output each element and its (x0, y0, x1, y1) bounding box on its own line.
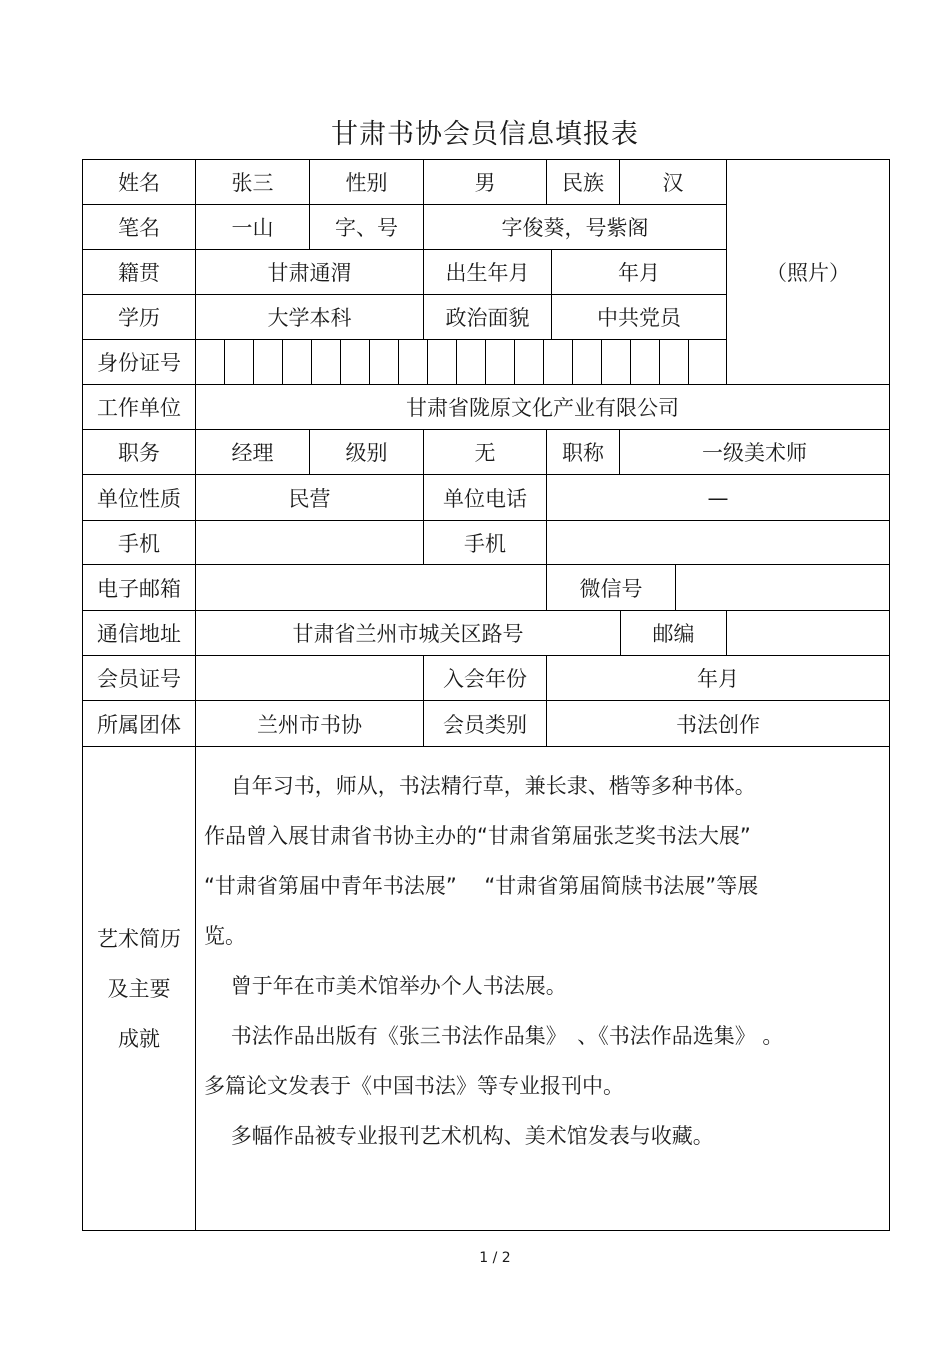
bio-label-line: 及主要 (107, 976, 171, 1001)
join-year-value[interactable]: 年月 (546, 655, 890, 701)
position-value[interactable]: 经理 (195, 429, 310, 475)
group-value[interactable]: 兰州市书协 (195, 700, 424, 747)
origin-label: 籍贯 (82, 249, 196, 295)
bio-line: “甘肃省第届中青年书法展” “甘肃省第届简牍书法展”等展 (204, 874, 759, 898)
name-value[interactable]: 张三 (195, 159, 310, 205)
id-digit-box[interactable] (456, 339, 486, 385)
member-category-value[interactable]: 书法创作 (546, 700, 890, 747)
id-digit-box[interactable] (282, 339, 312, 385)
style-name-label: 字、号 (309, 204, 424, 250)
group-label: 所属团体 (82, 700, 196, 747)
bio-line: 作品曾入展甘肃省书协主办的“甘肃省第届张芝奖书法大展” (204, 824, 751, 848)
professional-title-label: 职称 (546, 429, 620, 475)
mobile-value[interactable] (195, 520, 424, 565)
mobile-value-2[interactable] (546, 520, 890, 565)
bio-line: 览。 (204, 924, 246, 948)
bio-text-area[interactable] (195, 746, 890, 1231)
member-id-value[interactable] (195, 655, 424, 701)
education-label: 学历 (82, 294, 196, 340)
professional-title-value[interactable]: 一级美术师 (619, 429, 890, 475)
level-value[interactable]: 无 (423, 429, 547, 475)
bio-line: 曾于年在市美术馆举办个人书法展。 (204, 974, 567, 998)
id-digit-box[interactable] (369, 339, 399, 385)
member-category-label: 会员类别 (423, 700, 547, 747)
bio-label (82, 746, 196, 1231)
unit-type-value[interactable]: 民营 (195, 474, 424, 521)
political-status-value[interactable]: 中共党员 (551, 294, 727, 340)
postcode-value[interactable] (726, 610, 890, 656)
ethnicity-value[interactable]: 汉 (619, 159, 727, 205)
employer-value[interactable]: 甘肃省陇原文化产业有限公司 (195, 384, 890, 430)
unit-type-label: 单位性质 (82, 474, 196, 521)
style-name-value[interactable]: 字俊葵，号紫阁 (423, 204, 727, 250)
id-digit-box[interactable] (253, 339, 283, 385)
id-digit-box[interactable] (572, 339, 602, 385)
id-digit-box[interactable] (398, 339, 428, 385)
page-indicator: 1 / 2 (479, 1250, 511, 1266)
position-label: 职务 (82, 429, 196, 475)
ethnicity-label: 民族 (546, 159, 620, 205)
bio-line: 自年习书，师从，书法精行草，兼长隶、楷等多种书体。 (204, 774, 756, 798)
mobile-label-2: 手机 (423, 520, 547, 565)
address-label: 通信地址 (82, 610, 196, 656)
id-digit-box[interactable] (514, 339, 544, 385)
id-digit-box[interactable] (485, 339, 515, 385)
mobile-label: 手机 (82, 520, 196, 565)
id-digit-box[interactable] (224, 339, 254, 385)
pen-name-label: 笔名 (82, 204, 196, 250)
gender-value[interactable]: 男 (423, 159, 547, 205)
id-digit-box[interactable] (195, 339, 225, 385)
level-label: 级别 (309, 429, 424, 475)
member-id-label: 会员证号 (82, 655, 196, 701)
bio-line: 多篇论文发表于《中国书法》等专业报刊中。 (204, 1074, 624, 1098)
postcode-label: 邮编 (620, 610, 727, 656)
id-number-label: 身份证号 (82, 339, 196, 385)
id-digit-box[interactable] (630, 339, 660, 385)
unit-phone-value[interactable]: — (546, 474, 890, 521)
id-digit-box[interactable] (427, 339, 457, 385)
photo-placeholder[interactable]: （照片） (726, 159, 890, 385)
id-digit-box[interactable] (659, 339, 689, 385)
bio-line: 书法作品出版有《张三书法作品集》 、《书法作品选集》 。 (204, 1024, 784, 1048)
birth-date-value[interactable]: 年月 (551, 249, 727, 295)
bio-label-line: 成就 (118, 1026, 160, 1051)
member-info-form (82, 159, 890, 1231)
id-digit-box[interactable] (311, 339, 341, 385)
id-digit-box[interactable] (688, 339, 727, 385)
wechat-value[interactable] (675, 564, 890, 611)
origin-value[interactable]: 甘肃通渭 (195, 249, 424, 295)
name-label: 姓名 (82, 159, 196, 205)
pen-name-value[interactable]: 一山 (195, 204, 310, 250)
id-digit-box[interactable] (340, 339, 370, 385)
unit-phone-label: 单位电话 (423, 474, 547, 521)
birth-date-label: 出生年月 (423, 249, 552, 295)
bio-label-line: 艺术简历 (97, 926, 181, 951)
wechat-label: 微信号 (546, 564, 676, 611)
join-year-label: 入会年份 (423, 655, 547, 701)
employer-label: 工作单位 (82, 384, 196, 430)
id-digit-box[interactable] (543, 339, 573, 385)
gender-label: 性别 (309, 159, 424, 205)
page-title: 甘肃书协会员信息填报表 (331, 119, 639, 150)
email-label: 电子邮箱 (82, 564, 196, 611)
id-digit-box[interactable] (601, 339, 631, 385)
education-value[interactable]: 大学本科 (195, 294, 424, 340)
address-value[interactable]: 甘肃省兰州市城关区路号 (195, 610, 621, 656)
bio-line: 多幅作品被专业报刊艺术机构、美术馆发表与收藏。 (204, 1124, 714, 1148)
political-status-label: 政治面貌 (423, 294, 552, 340)
email-value[interactable] (195, 564, 547, 611)
